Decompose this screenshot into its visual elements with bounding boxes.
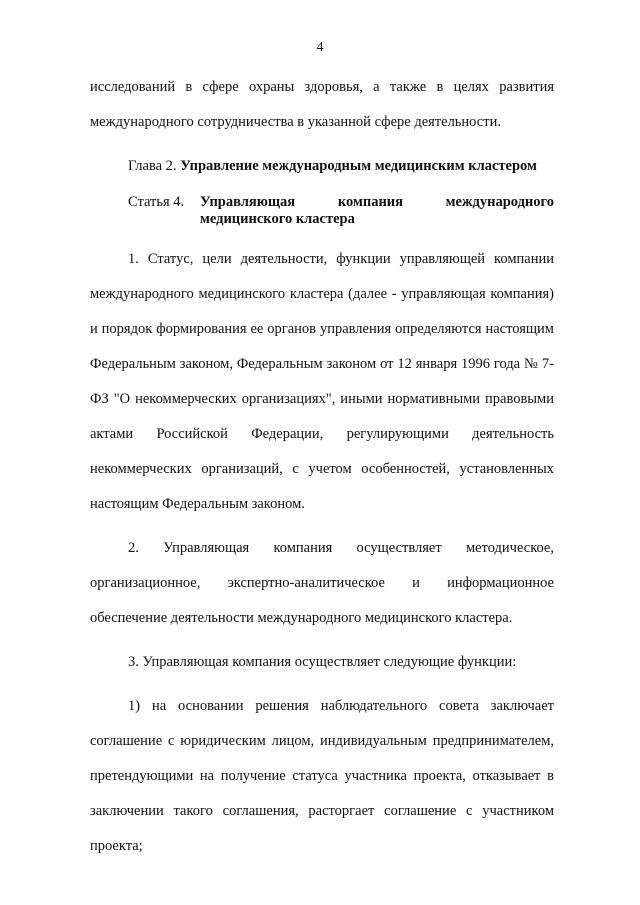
document-body xyxy=(90,70,554,864)
paragraph-3-item-1: 1) на основании решения наблюдательного совета заключает соглашение с юридическим лицом, индивидуальным предпринимателем, претендующими на получение статуса участника проекта, отказывает в заключении такого соглашения, расторгает соглашение с участником проекта; xyxy=(90,698,554,854)
article-title xyxy=(200,186,554,228)
paragraph-2: 2. Управляющая компания осуществляет методическое, организационное, экспертно-аналитическое и информационное обеспечение деятельности международного медицинского кластера. xyxy=(90,540,554,626)
page-number: 4 xyxy=(316,40,324,55)
chapter-label: Глава 2. xyxy=(128,158,177,174)
article-label: Статья 4. xyxy=(128,194,185,210)
article-title-line-1: Управляющая компания международного xyxy=(200,194,554,210)
paragraph-1: 1. Статус, цели деятельности, функции управляющей компании международного медицинского кластера (далее - управляющая компания) и порядок формирования ее органов управления определяются настоящим Федеральным законом, Федеральным законом от 12 января 1996 года № 7-ФЗ "О некоммерческих организациях", иными нормативными правовыми актами Российской Федерации, регулирующими деятельность некоммерческих организаций, с учетом особенностей, установленных настоящим Федеральным законом. xyxy=(90,251,554,512)
intro-paragraph: исследований в сфере охраны здоровья, а также в целях развития международного сотрудничества в указанной сфере деятельности. xyxy=(90,79,554,130)
paragraph-3: 3. Управляющая компания осуществляет следующие функции: xyxy=(128,654,517,670)
chapter-heading xyxy=(90,149,554,184)
chapter-title: Управление международным медицинским кластером xyxy=(180,158,537,174)
article-heading xyxy=(90,186,554,228)
article-title-line-2: медицинского кластера xyxy=(200,211,355,227)
